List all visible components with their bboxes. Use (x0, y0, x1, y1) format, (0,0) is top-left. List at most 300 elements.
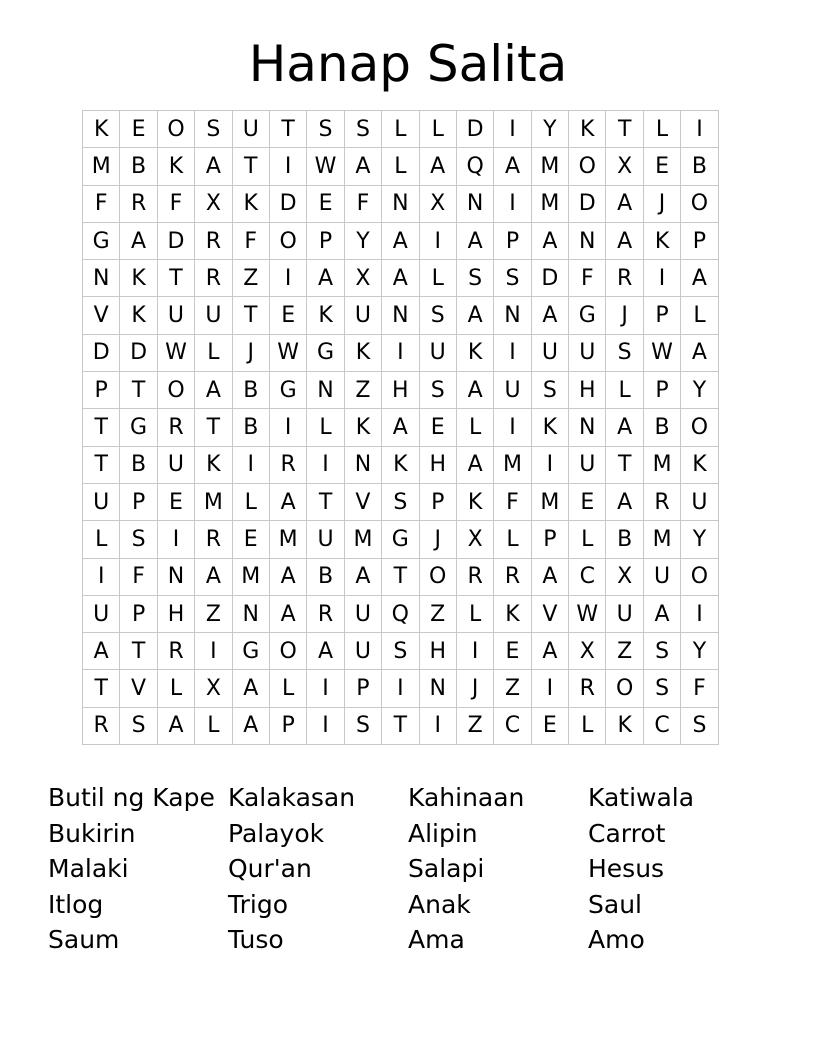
grid-cell: R (195, 222, 232, 259)
grid-cell: G (269, 372, 306, 409)
word-list-item: Tuso (228, 925, 284, 954)
grid-cell: S (382, 633, 419, 670)
grid-cell: G (307, 334, 344, 371)
grid-row (83, 372, 719, 409)
grid-cell: C (643, 707, 680, 744)
grid-cell: I (269, 260, 306, 297)
grid-cell: A (195, 148, 232, 185)
grid-cell: L (569, 521, 606, 558)
grid-cell: K (120, 297, 157, 334)
word-list-item: Salapi (408, 854, 485, 883)
grid-cell: K (456, 334, 493, 371)
grid-cell: K (157, 148, 194, 185)
grid-cell: M (232, 558, 269, 595)
grid-cell: X (456, 521, 493, 558)
word-list (48, 780, 768, 958)
grid-cell: S (307, 111, 344, 148)
grid-cell: P (344, 670, 381, 707)
word-list-item: Kahinaan (408, 783, 525, 812)
grid-cell: A (606, 185, 643, 222)
grid-cell: N (382, 185, 419, 222)
grid-cell: R (494, 558, 531, 595)
grid-cell: F (494, 483, 531, 520)
grid-cell: A (531, 222, 568, 259)
grid-row (83, 483, 719, 520)
grid-cell: I (681, 111, 718, 148)
grid-cell: P (120, 483, 157, 520)
grid-cell: K (681, 446, 718, 483)
grid-cell: I (307, 670, 344, 707)
grid-cell: I (456, 633, 493, 670)
grid-cell: N (232, 595, 269, 632)
grid-cell: S (195, 111, 232, 148)
grid-cell: I (681, 595, 718, 632)
grid-row (83, 148, 719, 185)
grid-cell: I (269, 148, 306, 185)
grid-cell: T (382, 707, 419, 744)
grid-cell: L (456, 595, 493, 632)
grid-cell: U (681, 483, 718, 520)
grid-cell: A (269, 558, 306, 595)
grid-cell: A (344, 148, 381, 185)
grid-cell: J (606, 297, 643, 334)
grid-cell: S (681, 707, 718, 744)
grid-cell: A (195, 558, 232, 595)
grid-cell: T (382, 558, 419, 595)
grid-cell: E (643, 148, 680, 185)
grid-cell: M (531, 483, 568, 520)
grid-cell: Z (606, 633, 643, 670)
grid-cell: L (83, 521, 120, 558)
grid-cell: R (307, 595, 344, 632)
grid-cell: O (157, 111, 194, 148)
grid-cell: A (344, 558, 381, 595)
grid-cell: Y (681, 372, 718, 409)
grid-cell: A (307, 633, 344, 670)
grid-cell: R (195, 521, 232, 558)
grid-cell: D (569, 185, 606, 222)
grid-cell: H (382, 372, 419, 409)
grid-cell: Q (456, 148, 493, 185)
grid-cell: A (157, 707, 194, 744)
grid-cell: I (494, 185, 531, 222)
grid-cell: U (419, 334, 456, 371)
grid-cell: N (157, 558, 194, 595)
grid-cell: W (643, 334, 680, 371)
grid-cell: T (606, 446, 643, 483)
grid-cell: M (643, 521, 680, 558)
grid-cell: H (569, 372, 606, 409)
grid-cell: A (606, 483, 643, 520)
grid-cell: P (643, 372, 680, 409)
grid-cell: Z (344, 372, 381, 409)
grid-cell: S (419, 372, 456, 409)
grid-cell: E (307, 185, 344, 222)
grid-cell: A (269, 483, 306, 520)
grid-cell: P (531, 521, 568, 558)
grid-cell: L (195, 707, 232, 744)
grid-cell: S (643, 633, 680, 670)
grid-row (83, 707, 719, 744)
grid-cell: A (456, 297, 493, 334)
grid-cell: F (157, 185, 194, 222)
grid-cell: A (681, 260, 718, 297)
grid-row (83, 558, 719, 595)
word-list-item: Itlog (48, 889, 104, 919)
grid-cell: A (419, 148, 456, 185)
grid-cell: N (456, 185, 493, 222)
grid-row (83, 297, 719, 334)
grid-cell: T (120, 633, 157, 670)
grid-cell: H (419, 633, 456, 670)
grid-cell: A (195, 372, 232, 409)
grid-cell: T (83, 446, 120, 483)
grid-cell: G (382, 521, 419, 558)
grid-cell: J (456, 670, 493, 707)
grid-cell: I (643, 260, 680, 297)
grid-cell: Z (419, 595, 456, 632)
word-list-item: Anak (408, 889, 471, 919)
grid-cell: T (83, 409, 120, 446)
grid-cell: K (195, 446, 232, 483)
grid-cell: M (195, 483, 232, 520)
grid-row (83, 111, 719, 148)
grid-cell: R (456, 558, 493, 595)
grid-cell: A (494, 148, 531, 185)
grid-cell: I (157, 521, 194, 558)
grid-cell: I (494, 111, 531, 148)
grid-cell: V (531, 595, 568, 632)
grid-cell: S (120, 707, 157, 744)
grid-cell: T (269, 111, 306, 148)
word-list-item: Trigo (228, 889, 288, 919)
grid-cell: A (232, 670, 269, 707)
grid-row (83, 521, 719, 558)
grid-cell: A (456, 446, 493, 483)
grid-cell: D (157, 222, 194, 259)
word-search-grid (82, 110, 719, 745)
grid-cell: S (382, 483, 419, 520)
grid-cell: A (269, 595, 306, 632)
grid-cell: L (269, 670, 306, 707)
grid-cell: K (232, 185, 269, 222)
grid-cell: R (157, 633, 194, 670)
grid-cell: L (382, 148, 419, 185)
grid-cell: S (531, 372, 568, 409)
grid-cell: O (157, 372, 194, 409)
grid-cell: I (531, 446, 568, 483)
grid-cell: S (456, 260, 493, 297)
grid-cell: W (307, 148, 344, 185)
grid-cell: P (643, 297, 680, 334)
grid-cell: M (531, 185, 568, 222)
grid-cell: H (157, 595, 194, 632)
grid-cell: Q (382, 595, 419, 632)
grid-cell: U (344, 595, 381, 632)
grid-cell: U (569, 446, 606, 483)
grid-cell: F (569, 260, 606, 297)
grid-cell: B (606, 521, 643, 558)
grid-row (83, 633, 719, 670)
grid-row (83, 260, 719, 297)
grid-cell: L (382, 111, 419, 148)
grid-cell: C (569, 558, 606, 595)
grid-row (83, 222, 719, 259)
grid-cell: U (643, 558, 680, 595)
grid-cell: F (232, 222, 269, 259)
grid-cell: S (643, 670, 680, 707)
grid-cell: I (83, 558, 120, 595)
grid-cell: A (681, 334, 718, 371)
grid-cell: S (344, 111, 381, 148)
grid-cell: T (232, 148, 269, 185)
grid-cell: S (494, 260, 531, 297)
grid-cell: B (120, 148, 157, 185)
grid-cell: B (232, 409, 269, 446)
grid-cell: F (344, 185, 381, 222)
grid-row (83, 595, 719, 632)
grid-cell: B (643, 409, 680, 446)
grid-cell: I (195, 633, 232, 670)
grid-cell: T (195, 409, 232, 446)
grid-cell: M (344, 521, 381, 558)
grid-cell: V (120, 670, 157, 707)
grid-cell: I (269, 409, 306, 446)
grid-cell: I (494, 334, 531, 371)
grid-cell: R (83, 707, 120, 744)
grid-cell: Z (195, 595, 232, 632)
grid-cell: B (681, 148, 718, 185)
grid-cell: H (419, 446, 456, 483)
grid-cell: J (643, 185, 680, 222)
grid-cell: Z (232, 260, 269, 297)
grid-cell: K (569, 111, 606, 148)
grid-cell: O (269, 633, 306, 670)
grid-cell: A (606, 222, 643, 259)
grid-cell: N (344, 446, 381, 483)
grid-cell: P (307, 222, 344, 259)
grid-cell: Y (681, 521, 718, 558)
grid-cell: L (606, 372, 643, 409)
word-list-item: Saum (48, 925, 120, 954)
grid-cell: M (531, 148, 568, 185)
page-title: Hanap Salita (248, 35, 568, 93)
grid-cell: R (157, 409, 194, 446)
grid-cell: A (531, 558, 568, 595)
grid-cell: A (83, 633, 120, 670)
grid-cell: S (120, 521, 157, 558)
grid-cell: O (269, 222, 306, 259)
word-list-item: Malaki (48, 854, 129, 883)
grid-cell: I (382, 670, 419, 707)
grid-cell: J (232, 334, 269, 371)
grid-cell: P (120, 595, 157, 632)
grid-cell: G (232, 633, 269, 670)
grid-cell: M (269, 521, 306, 558)
grid-cell: M (83, 148, 120, 185)
grid-cell: D (269, 185, 306, 222)
grid-cell: I (531, 670, 568, 707)
grid-cell: E (494, 633, 531, 670)
grid-cell: O (681, 185, 718, 222)
grid-cell: U (344, 633, 381, 670)
grid-cell: I (307, 446, 344, 483)
grid-cell: R (643, 483, 680, 520)
grid-cell: R (569, 670, 606, 707)
grid-cell: P (269, 707, 306, 744)
grid-cell: O (681, 409, 718, 446)
grid-cell: A (120, 222, 157, 259)
grid-cell: U (344, 297, 381, 334)
grid-cell: I (382, 334, 419, 371)
grid-cell: O (569, 148, 606, 185)
grid-cell: P (83, 372, 120, 409)
grid-cell: K (83, 111, 120, 148)
grid-cell: N (494, 297, 531, 334)
grid-cell: K (307, 297, 344, 334)
grid-cell: Y (531, 111, 568, 148)
grid-cell: K (344, 334, 381, 371)
grid-cell: U (83, 595, 120, 632)
grid-cell: C (494, 707, 531, 744)
grid-cell: A (382, 409, 419, 446)
grid-cell: Z (456, 707, 493, 744)
grid-cell: L (456, 409, 493, 446)
grid-cell: A (531, 297, 568, 334)
grid-cell: I (307, 707, 344, 744)
grid-cell: D (456, 111, 493, 148)
grid-cell: S (419, 297, 456, 334)
grid-cell: T (157, 260, 194, 297)
grid-cell: E (232, 521, 269, 558)
grid-cell: N (569, 409, 606, 446)
grid-cell: K (531, 409, 568, 446)
grid-cell: K (382, 446, 419, 483)
grid-cell: E (569, 483, 606, 520)
grid-cell: P (494, 222, 531, 259)
grid-cell: N (382, 297, 419, 334)
grid-cell: N (419, 670, 456, 707)
grid-cell: U (531, 334, 568, 371)
grid-cell: A (456, 222, 493, 259)
grid-cell: X (195, 670, 232, 707)
grid-cell: F (681, 670, 718, 707)
grid-cell: M (643, 446, 680, 483)
word-list-item: Bukirin (48, 818, 136, 848)
grid-cell: Z (494, 670, 531, 707)
grid-row (83, 670, 719, 707)
grid-cell: E (120, 111, 157, 148)
grid-cell: E (157, 483, 194, 520)
grid-cell: G (569, 297, 606, 334)
word-list-item: Amo (588, 925, 645, 954)
grid-cell: Y (681, 633, 718, 670)
grid-cell: L (643, 111, 680, 148)
grid-cell: A (307, 260, 344, 297)
grid-cell: N (569, 222, 606, 259)
grid-cell: X (606, 558, 643, 595)
grid-cell: K (606, 707, 643, 744)
grid-cell: U (494, 372, 531, 409)
word-list-item: Kalakasan (228, 783, 356, 812)
grid-cell: W (569, 595, 606, 632)
grid-cell: A (382, 260, 419, 297)
grid-cell: P (681, 222, 718, 259)
grid-cell: I (232, 446, 269, 483)
grid-row (83, 409, 719, 446)
word-list-item: Hesus (588, 854, 665, 883)
grid-cell: U (83, 483, 120, 520)
grid-row (83, 334, 719, 371)
word-list-item: Katiwala (588, 783, 695, 812)
grid-cell: D (83, 334, 120, 371)
word-list-item: Qur'an (228, 854, 312, 883)
grid-cell: M (494, 446, 531, 483)
grid-cell: B (120, 446, 157, 483)
grid-cell: R (606, 260, 643, 297)
word-list-item: Saul (588, 889, 642, 919)
grid-cell: A (531, 633, 568, 670)
grid-cell: O (681, 558, 718, 595)
grid-cell: J (419, 521, 456, 558)
grid-cell: G (120, 409, 157, 446)
grid-cell: X (195, 185, 232, 222)
grid-cell: S (606, 334, 643, 371)
grid-cell: I (494, 409, 531, 446)
grid-cell: B (307, 558, 344, 595)
grid-cell: E (269, 297, 306, 334)
grid-cell: V (344, 483, 381, 520)
grid-cell: L (157, 670, 194, 707)
grid-cell: X (569, 633, 606, 670)
grid-cell: X (419, 185, 456, 222)
grid-cell: A (606, 409, 643, 446)
grid-cell: D (531, 260, 568, 297)
grid-cell: U (307, 521, 344, 558)
grid-cell: A (456, 372, 493, 409)
grid-row (83, 185, 719, 222)
grid-cell: L (419, 260, 456, 297)
grid-cell: G (83, 222, 120, 259)
grid-cell: U (232, 111, 269, 148)
grid-cell: K (494, 595, 531, 632)
grid-cell: P (419, 483, 456, 520)
grid-cell: W (269, 334, 306, 371)
grid-cell: R (269, 446, 306, 483)
grid-cell: T (232, 297, 269, 334)
grid-cell: O (419, 558, 456, 595)
grid-cell: T (83, 670, 120, 707)
grid-cell: A (643, 595, 680, 632)
grid-row (83, 446, 719, 483)
grid-cell: L (195, 334, 232, 371)
grid-cell: S (344, 707, 381, 744)
grid-cell: T (120, 372, 157, 409)
grid-cell: N (83, 260, 120, 297)
grid-cell: T (307, 483, 344, 520)
grid-cell: T (606, 111, 643, 148)
grid-cell: X (606, 148, 643, 185)
grid-cell: K (344, 409, 381, 446)
grid-cell: I (419, 222, 456, 259)
grid-cell: N (307, 372, 344, 409)
grid-cell: Y (344, 222, 381, 259)
word-list-item: Butil ng Kape (48, 783, 215, 812)
grid-cell: W (157, 334, 194, 371)
grid-cell: D (120, 334, 157, 371)
word-list-item: Ama (408, 925, 465, 954)
grid-cell: K (643, 222, 680, 259)
